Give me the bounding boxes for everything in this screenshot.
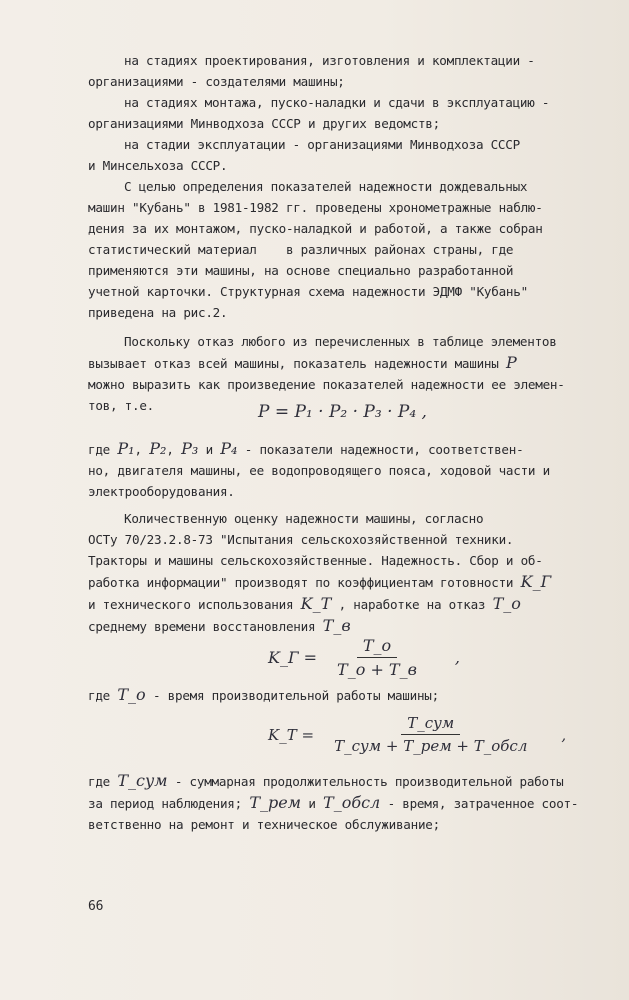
symbol-To: T_o [492, 594, 521, 613]
text-line: можно выразить как произведение показателей надежности ее элемен- [88, 377, 565, 392]
text-line: учетной карточки. Структурная схема надежности ЭДМФ "Кубань" [88, 284, 528, 299]
fraction-numerator: T_сум [401, 714, 460, 735]
text-line: приведена на рис.2. [88, 305, 228, 320]
symbol-P: P [505, 353, 517, 372]
equation-lhs: K_Г = [268, 648, 318, 667]
text-line: на стадиях проектирования, изготовления и комплектации - [124, 53, 535, 68]
equation-tail: , [454, 648, 461, 667]
text-line [88, 571, 608, 593]
text-line: но, двигателя машины, ее водопроводящего пояса, ходовой части и [88, 463, 550, 478]
symbol-Tsum: T_сум [117, 771, 168, 790]
text-fragment: - время производительной работы машины; [153, 688, 439, 703]
text-line [88, 684, 608, 706]
text-line [88, 352, 608, 374]
fraction-numerator: T_o [357, 636, 397, 658]
text-fragment: - время, затраченное соот- [387, 796, 579, 811]
text-fragment: работка информации" производят по коэффициентам готовности [88, 575, 514, 590]
text-line [88, 770, 608, 792]
text-line: организациями - создателями машины; [88, 74, 345, 89]
text-line: Поскольку отказ любого из перечисленных в таблице элементов [124, 334, 557, 349]
symbol-P2: P₂ [149, 439, 167, 458]
equation-availability-coefficient [268, 636, 460, 679]
text-line: ОСТу 70/23.2.8-73 "Испытания сельскохозяйственной техники. [88, 532, 514, 547]
equation-reliability-product: P = P₁ · P₂ · P₃ · P₄ , [258, 402, 427, 422]
text-fragment: , наработке на отказ [338, 597, 486, 612]
symbol-Trem: T_рем [249, 793, 301, 812]
symbol-Kt: K_Т [300, 594, 332, 613]
symbol-Tobsl: T_обсл [323, 793, 381, 812]
fraction [328, 714, 533, 755]
text-line: статистический материал в различных районах страны, где [88, 242, 514, 257]
text-line: организациями Минводхоза СССР и других ведомств; [88, 116, 440, 131]
text-line: где P₁, P₂, P₃ и P₄ - показатели надежности, соответствен- [88, 439, 524, 458]
text-line: ветственно на ремонт и техническое обслуживание; [88, 817, 440, 832]
text-fragment: где [88, 688, 110, 703]
symbol-Kg: K_Г [520, 572, 552, 591]
text-fragment: и [308, 796, 316, 811]
fraction-denominator: T_сум + T_рем + T_обсл [334, 737, 528, 755]
text-line: Тракторы и машины сельскохозяйственные. Надежность. Сбор и об- [88, 553, 543, 568]
text-line [88, 792, 608, 814]
text-line: электрооборудования. [88, 484, 235, 499]
equation-tail: , [561, 725, 567, 744]
text-line: тов, т.е. [88, 398, 154, 413]
symbol-To: T_o [117, 685, 146, 704]
body-text [88, 50, 608, 416]
equation-technical-use-coefficient [268, 714, 566, 755]
text-fragment: где [88, 774, 110, 789]
text-line: дения за их монтажом, пуско-наладкой и работой, а также собран [88, 221, 543, 236]
body-text [88, 770, 608, 835]
page-number: 66 [88, 899, 104, 914]
text-line: на стадиях монтажа, пуско-наладки и сдачи в эксплуатацию - [124, 95, 550, 110]
fraction-denominator: T_o + T_в [337, 660, 417, 679]
text-fragment: за период наблюдения; [88, 796, 242, 811]
text-line: на стадии эксплуатации - организациями Минводхоза СССР [124, 137, 520, 152]
text-line: применяются эти машины, на основе специально разработанной [88, 263, 514, 278]
text-line: С целью определения показателей надежности дождевальных [124, 179, 528, 194]
text-line [88, 615, 608, 637]
text-line: машин "Кубань" в 1981-1982 гг. проведены хронометражные наблю- [88, 200, 543, 215]
symbol-P3: P₃ [181, 439, 199, 458]
symbol-Tv: T_в [322, 616, 351, 635]
text-line: и Минсельхоза СССР. [88, 158, 228, 173]
text-fragment: и технического использования [88, 597, 294, 612]
text-fragment: среднему времени восстановления [88, 619, 316, 634]
text-fragment: вызывает отказ всей машины, показатель надежности машины [88, 356, 499, 371]
body-text [88, 684, 608, 706]
equation-lhs: K_Т = [268, 725, 315, 744]
symbol-P4: P₄ [220, 439, 238, 458]
fraction [331, 636, 423, 679]
text-fragment: - суммарная продолжительность производительной работы [174, 774, 564, 789]
text-fragment: где [88, 442, 110, 457]
text-fragment: - показатели надежности, соответствен- [244, 442, 524, 457]
text-line: Количественную оценку надежности машины, согласно [124, 511, 484, 526]
body-text [88, 438, 608, 637]
symbol-P1: P₁ [117, 439, 135, 458]
text-line [88, 593, 608, 615]
